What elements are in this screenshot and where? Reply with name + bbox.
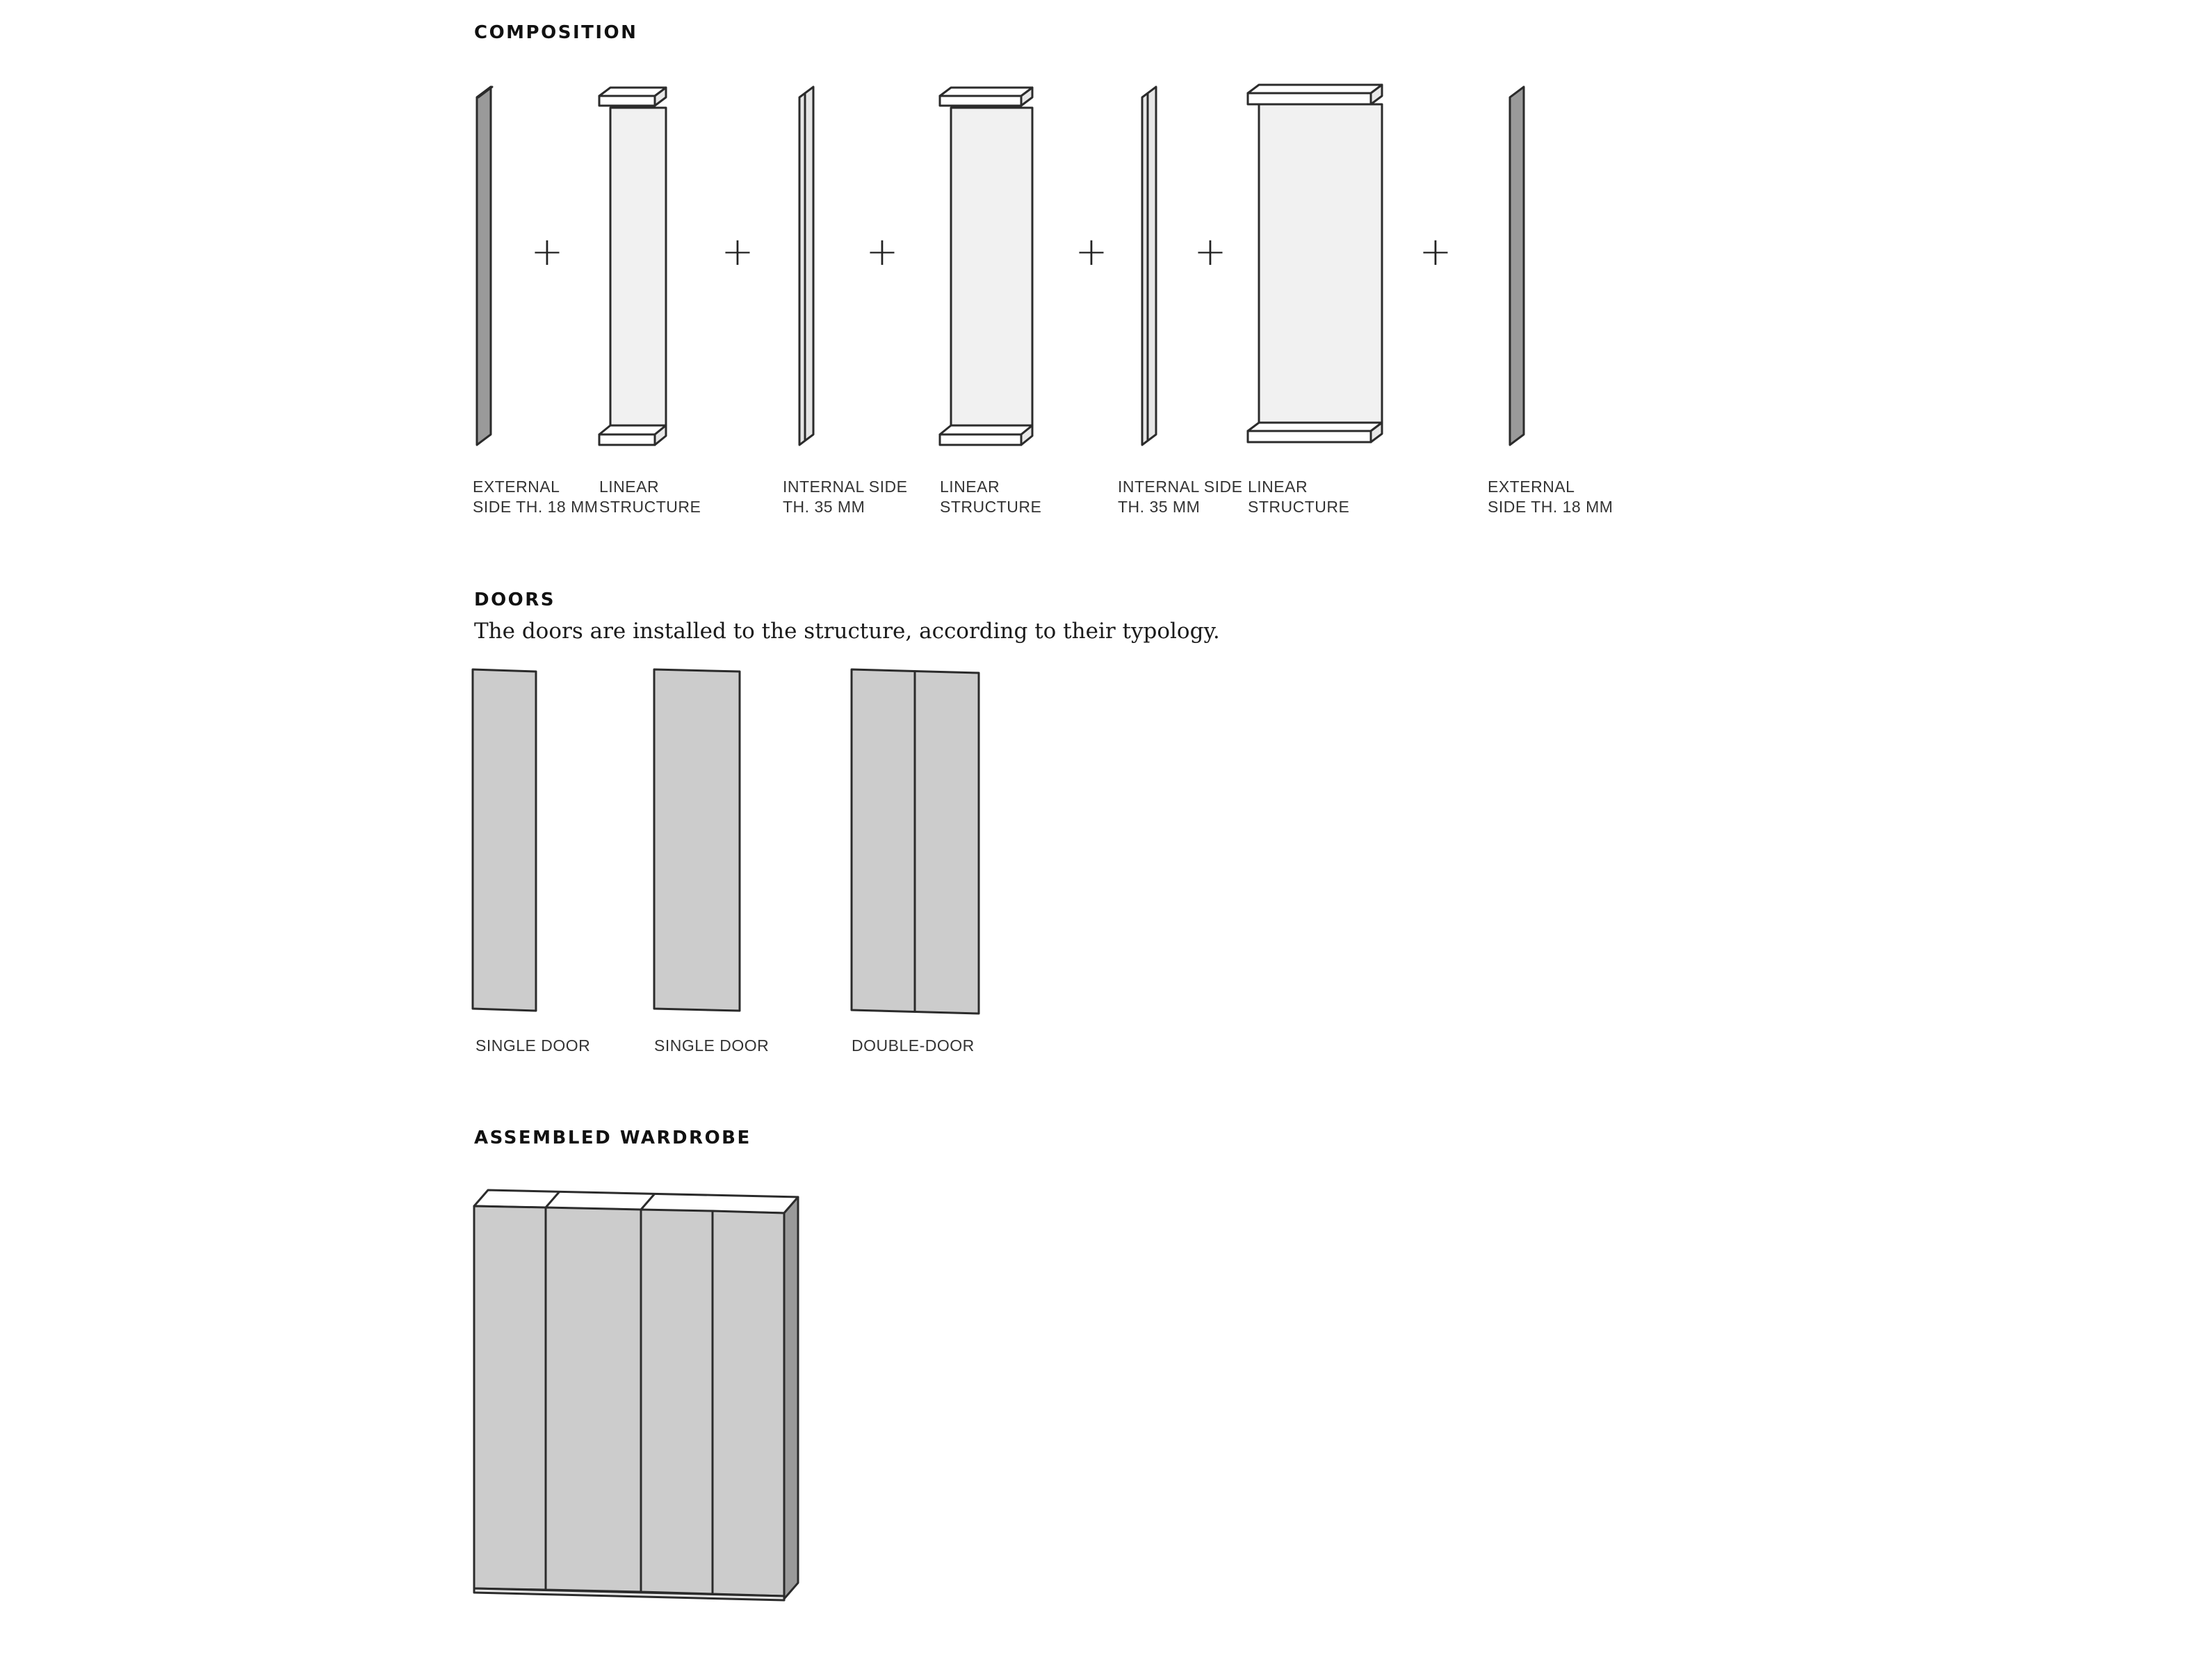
label-internal-side-2: INTERNAL SIDE TH. 35 MM — [1118, 478, 1243, 516]
label-single-door-2: SINGLE DOOR — [654, 1036, 770, 1055]
assembled-wardrobe-heading: ASSEMBLED WARDROBE — [474, 1128, 751, 1148]
label-linear-structure-3: LINEAR STRUCTURE — [1248, 478, 1350, 516]
label-internal-side-1: INTERNAL SIDE TH. 35 MM — [783, 478, 908, 516]
label-single-door-1: SINGLE DOOR — [475, 1036, 591, 1055]
plus-sign-5: + — [1194, 229, 1227, 275]
label-external-side-left: EXTERNAL SIDE TH. 18 MM — [473, 478, 599, 516]
plus-sign-4: + — [1075, 229, 1108, 275]
plus-sign-2: + — [721, 229, 754, 275]
doors-description: The doors are installed to the structure, according to their typology. — [474, 619, 1220, 644]
doors-heading: DOORS — [474, 589, 556, 610]
label-double-door: DOUBLE-DOOR — [852, 1036, 975, 1055]
label-external-side-right: EXTERNAL SIDE TH. 18 MM — [1488, 478, 1613, 516]
composition-heading: COMPOSITION — [474, 22, 638, 43]
plus-sign-6: + — [1419, 229, 1452, 275]
label-linear-structure-2: LINEAR STRUCTURE — [940, 478, 1042, 516]
plus-sign-1: + — [530, 229, 564, 275]
wardrobe — [474, 1190, 798, 1600]
label-linear-structure-1: LINEAR STRUCTURE — [599, 478, 701, 516]
plus-sign-3: + — [865, 229, 899, 275]
